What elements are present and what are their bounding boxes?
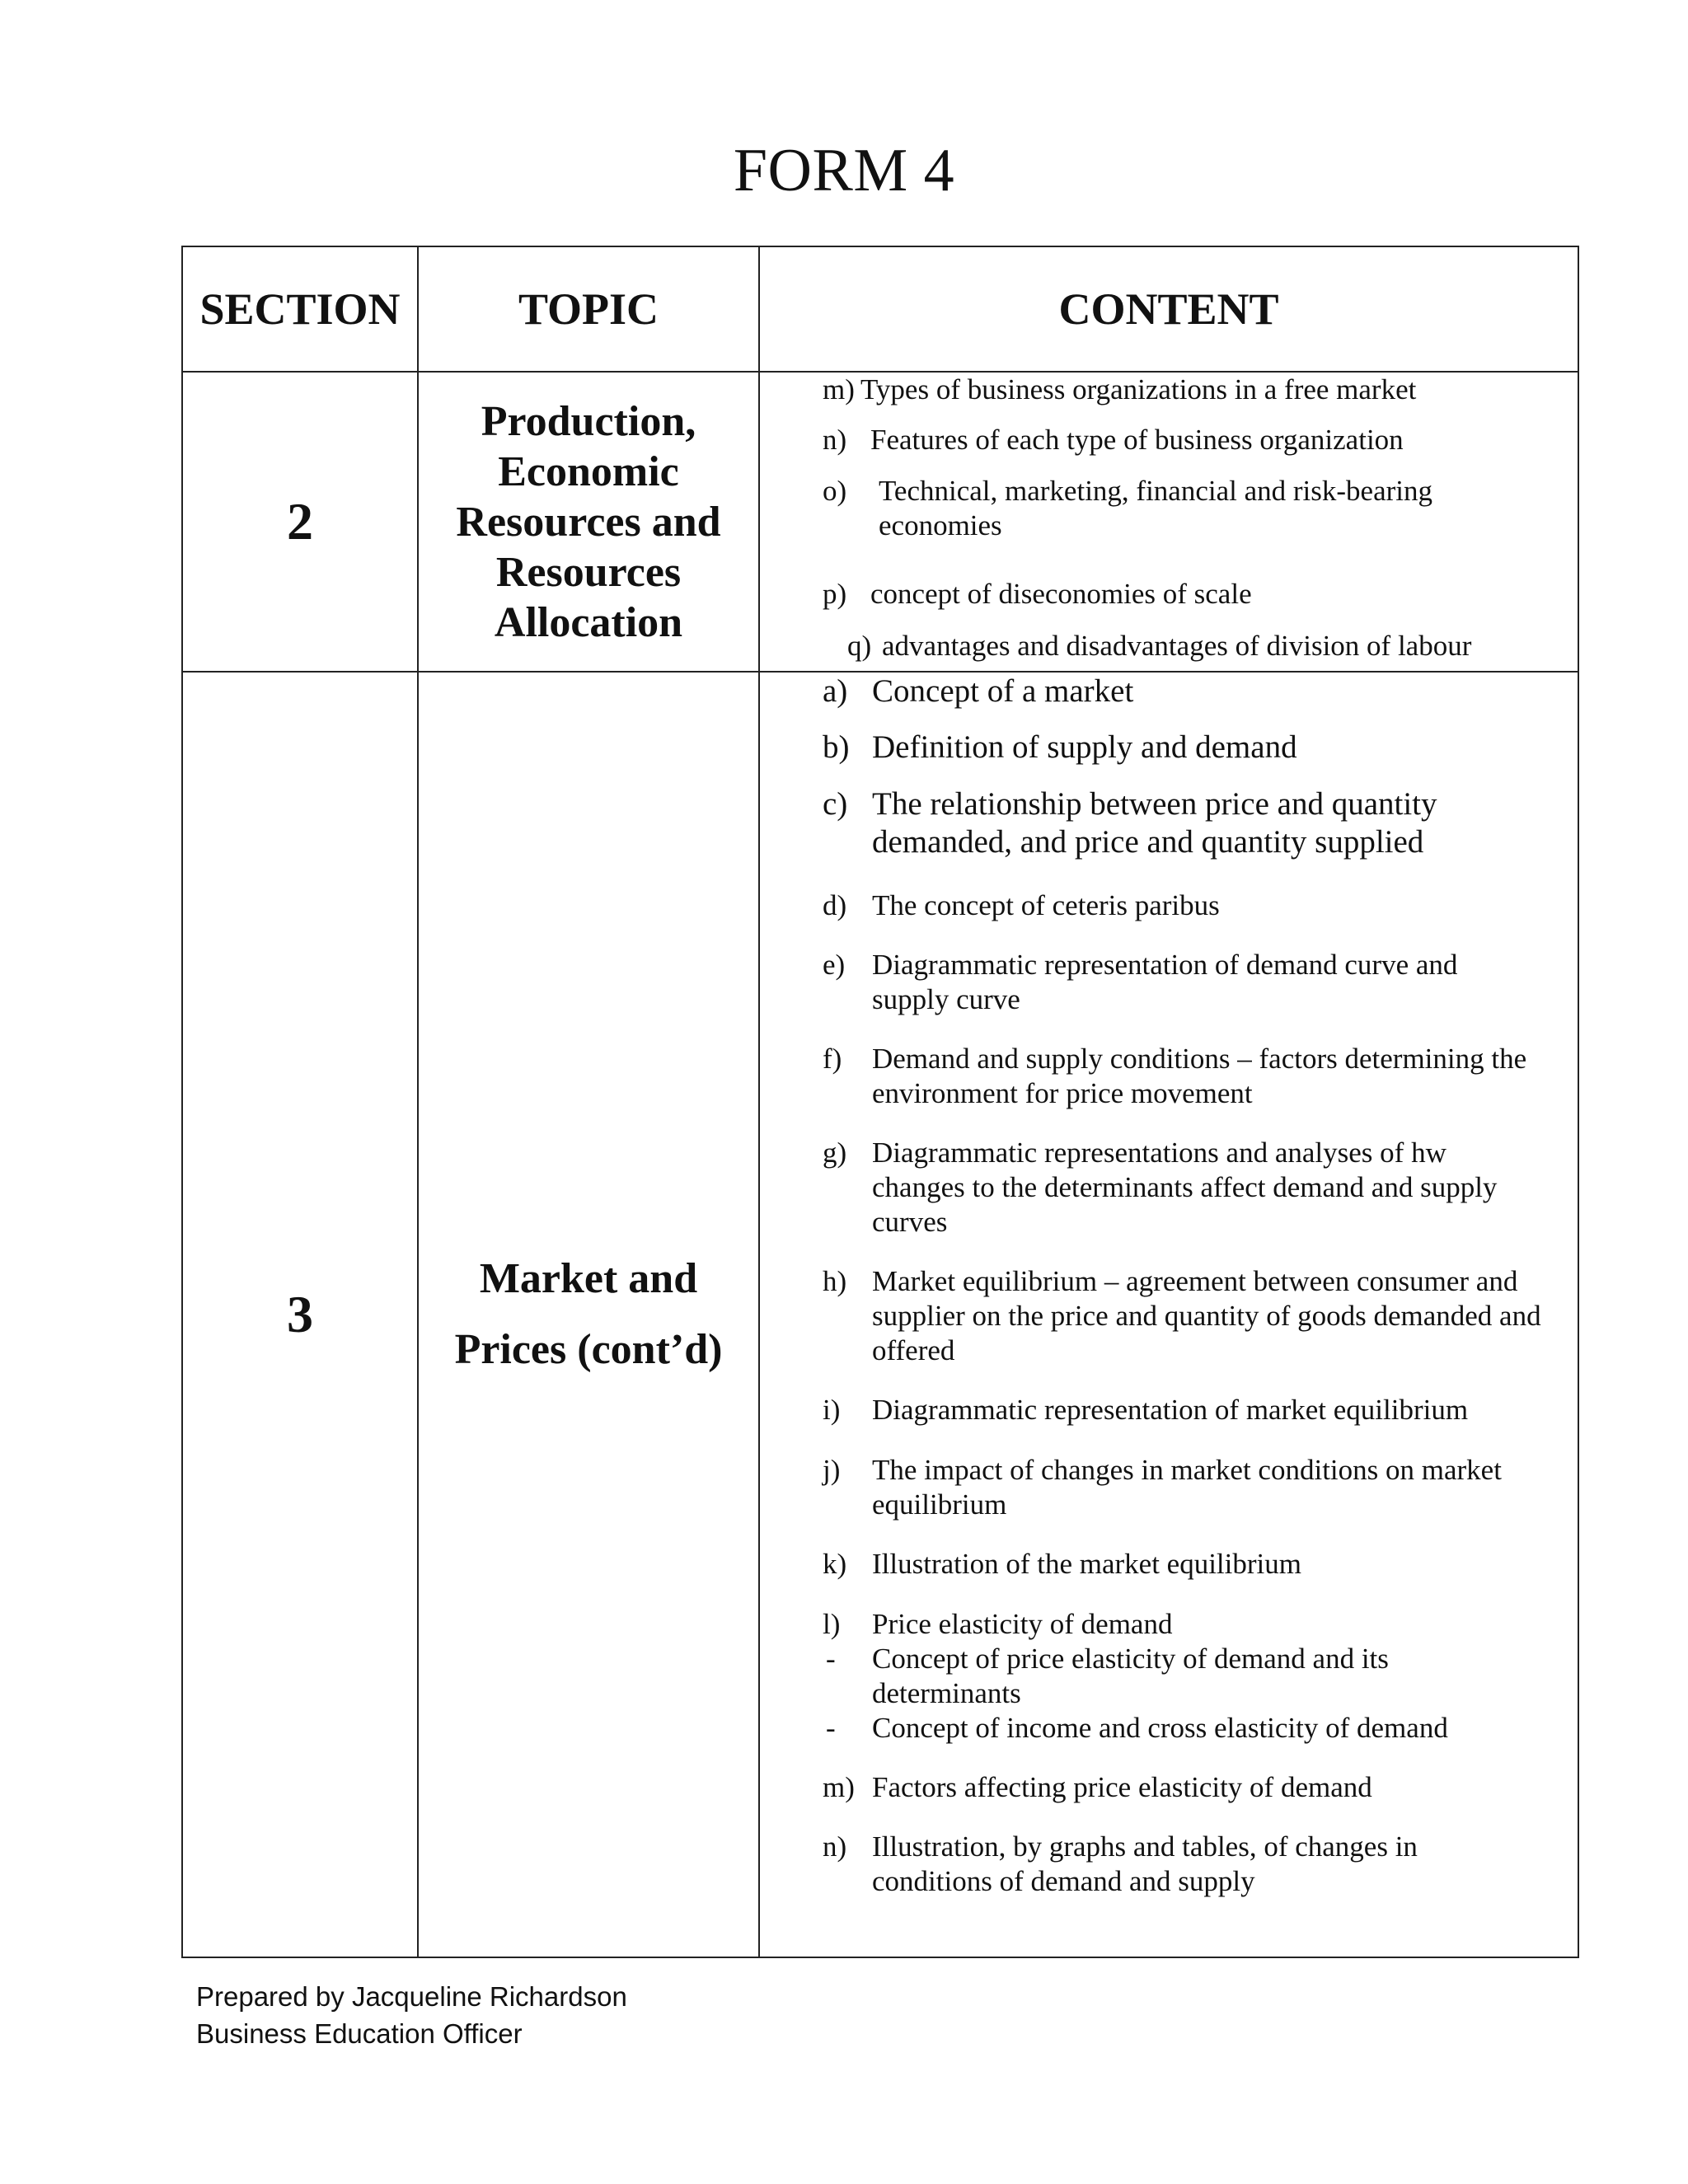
item-text: concept of diseconomies of scale (870, 578, 1252, 610)
item-label: n) (823, 424, 847, 456)
item-text: Diagrammatic representations and analyses of hw changes to the determinants affect demand and supply curves (872, 1137, 1498, 1238)
section-header: SECTION (182, 246, 418, 372)
item-label: l) (823, 1608, 841, 1640)
content-cell (759, 672, 1578, 1957)
table-row (182, 372, 1578, 672)
topic-title: Market and Prices (cont’d) (418, 672, 759, 1957)
item-text: Concept of price elasticity of demand and its determinants (872, 1643, 1389, 1709)
item-label: m) (823, 1771, 855, 1803)
item-label: a) (823, 673, 848, 709)
item-label: j) (823, 1454, 841, 1486)
item-label: k) (823, 1548, 847, 1580)
syllabus-table (181, 246, 1579, 1958)
item-text: Diagrammatic representation of demand curve and supply curve (872, 949, 1458, 1015)
topic-header: TOPIC (418, 246, 759, 372)
table-header-row (182, 246, 1578, 372)
item-text: Features of each type of business organization (870, 424, 1404, 456)
table-row (182, 672, 1578, 1957)
item-label: g) (823, 1137, 847, 1169)
item-text: Illustration, by graphs and tables, of changes in conditions of demand and supply (872, 1830, 1418, 1897)
content-header: CONTENT (759, 246, 1578, 372)
section-number: 2 (182, 372, 418, 672)
item-text: Concept of a market (872, 673, 1134, 709)
item-text: Technical, marketing, financial and risk-bearing economies (879, 475, 1432, 541)
footer-role: Business Education Officer (196, 2018, 523, 2049)
footer-author: Prepared by Jacqueline Richardson (196, 1981, 627, 2012)
item-label: i) (823, 1394, 841, 1426)
footer (196, 1978, 627, 2052)
item-text: Price elasticity of demand (872, 1608, 1173, 1640)
item-label: b) (823, 729, 850, 765)
item-label: c) (823, 786, 848, 822)
item-text: Factors affecting price elasticity of demand (872, 1771, 1372, 1803)
topic-title: Production, Economic Resources and Resources Allocation (418, 372, 759, 672)
item-text: The impact of changes in market conditions on market equilibrium (872, 1454, 1502, 1521)
item-label: m) (823, 373, 855, 405)
item-text: Definition of supply and demand (872, 729, 1297, 765)
item-label: p) (823, 578, 847, 610)
item-label: h) (823, 1265, 847, 1297)
item-label: d) (823, 889, 847, 921)
item-label: - (826, 1712, 836, 1744)
item-text: Types of business organizations in a free market (860, 373, 1417, 405)
item-text: Diagrammatic representation of market equilibrium (872, 1394, 1469, 1426)
item-text: advantages and disadvantages of division of labour (882, 630, 1472, 662)
item-label: - (826, 1643, 836, 1675)
item-label: f) (823, 1043, 842, 1075)
item-text: The relationship between price and quantity demanded, and price and quantity supplied (872, 786, 1437, 860)
page-title: FORM 4 (733, 137, 955, 204)
section-number: 3 (182, 672, 418, 1957)
content-cell (759, 372, 1578, 672)
item-label: q) (847, 630, 872, 662)
item-label: o) (823, 475, 847, 507)
item-text: Concept of income and cross elasticity of demand (872, 1712, 1448, 1744)
item-label: e) (823, 949, 846, 981)
item-text: Market equilibrium – agreement between consumer and supplier on the price and quantity of goods demanded and offered (872, 1265, 1541, 1366)
item-text: Demand and supply conditions – factors determining the environment for price movement (872, 1043, 1527, 1109)
item-text: The concept of ceteris paribus (872, 889, 1220, 921)
item-text: Illustration of the market equilibrium (872, 1548, 1301, 1580)
item-label: n) (823, 1830, 847, 1863)
